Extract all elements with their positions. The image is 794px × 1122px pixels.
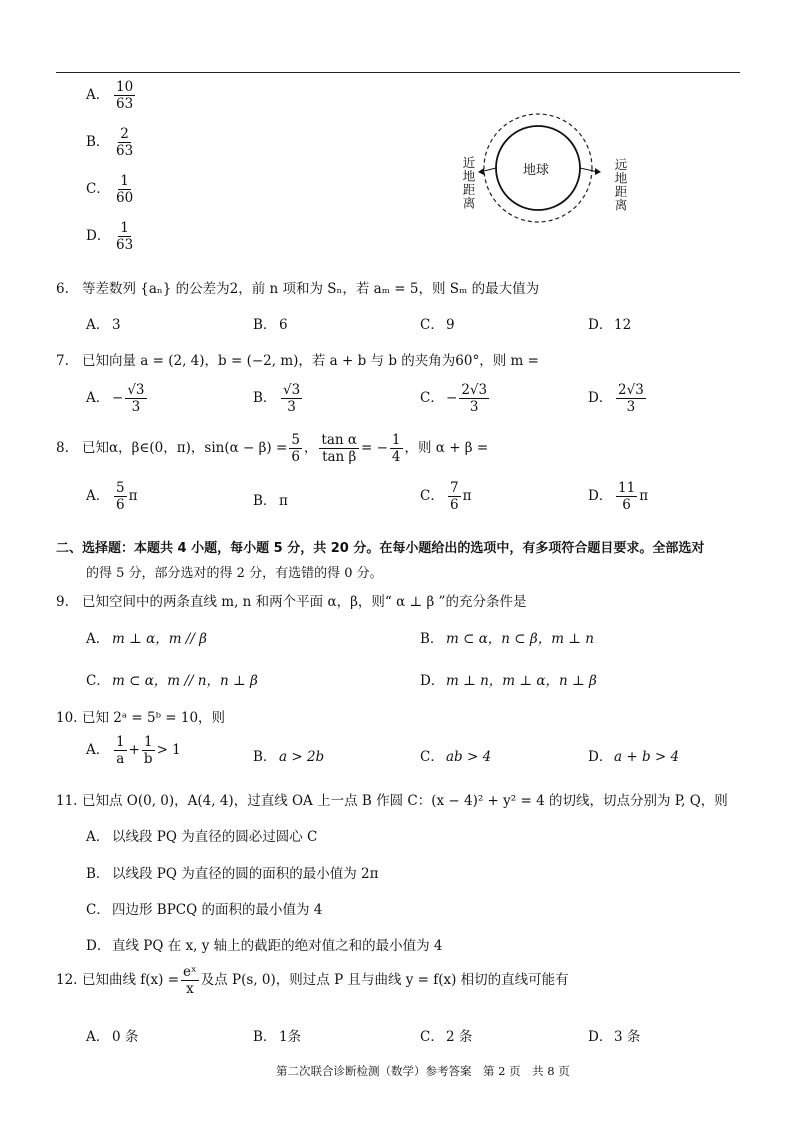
fraction (281, 383, 302, 414)
q7-option-d (588, 383, 648, 414)
q11-option-d (86, 934, 443, 954)
option-label: D． (86, 228, 111, 245)
denominator: 63 (116, 96, 134, 113)
numerator: 7 (450, 480, 459, 496)
option-label: C． (86, 181, 110, 198)
question-number: 9. (56, 594, 69, 610)
question-text: 已知向量 a = (2, 4)，b = (−2, m)，若 a + b 与 b 的夹角为60°，则 m = (82, 353, 539, 369)
fraction (114, 127, 135, 158)
option-label: D． (588, 488, 613, 505)
q11-stem (56, 789, 728, 809)
q7-option-a (86, 383, 149, 414)
denominator: 6 (291, 449, 300, 466)
option-label: A． (86, 829, 110, 845)
option-label: D． (588, 749, 613, 765)
option-text: 3 (112, 317, 121, 333)
option-label: C． (420, 749, 444, 765)
option-label: A． (86, 390, 110, 407)
option-label: A． (86, 631, 110, 647)
option-label: C． (420, 317, 444, 333)
earth-label: 地球 (523, 163, 550, 178)
option-text: a + b > 4 (614, 749, 680, 765)
numerator: 1 (391, 432, 401, 448)
q5-option-d (86, 221, 137, 252)
question-text: 及点 P(s, 0)，则过点 P 且与曲线 y = f(x) 相切的直线可能有 (200, 972, 569, 989)
section-2-heading-line2: 的得 5 分，部分选对的得 2 分，有选错的得 0 分。 (86, 566, 383, 581)
fraction (114, 80, 135, 111)
fraction (448, 481, 461, 512)
q12-option-d (588, 1025, 640, 1045)
q10-option-a (86, 735, 181, 766)
denominator: 4 (391, 449, 401, 466)
option-sign: − (446, 390, 458, 407)
question-number: 6. (56, 281, 69, 297)
q12-option-b (253, 1025, 301, 1045)
denominator: b (143, 751, 153, 768)
q9-option-d (420, 669, 597, 689)
separator: ， (303, 440, 318, 457)
fraction (616, 383, 646, 414)
numerator: 5 (291, 432, 300, 448)
q6-option-b (253, 313, 288, 333)
numerator: √3 (127, 382, 145, 398)
option-label: B． (420, 631, 444, 647)
option-label: A． (86, 317, 110, 333)
option-label: A． (86, 87, 110, 104)
option-label: B． (253, 493, 277, 509)
fraction (319, 433, 359, 464)
option-text: 2 条 (446, 1029, 473, 1045)
fraction (289, 433, 302, 464)
q6-option-a (86, 313, 121, 333)
question-text: 等差数列 {aₙ} 的公差为2，前 n 项和为 Sₙ，若 aₘ = 5，则 Sₘ 的最大值为 (82, 281, 540, 297)
option-text: 以线段 PQ 为直径的圆必过圆心 C (112, 829, 318, 845)
q9-option-b (420, 627, 594, 647)
denominator: 60 (116, 190, 134, 207)
option-label: C． (86, 902, 110, 918)
option-label: C． (420, 1029, 444, 1045)
q10-option-c (420, 745, 491, 765)
fraction (114, 481, 127, 512)
q7-option-c (420, 383, 491, 414)
question-text: 已知 2ᵃ = 5ᵇ = 10，则 (82, 710, 226, 726)
q7-stem (56, 349, 539, 369)
question-text: 已知α，β∈(0，π)，sin(α − β) = (82, 440, 288, 457)
option-label: B． (253, 317, 277, 333)
option-label: D． (420, 673, 445, 689)
fraction (114, 221, 135, 252)
numerator: 1 (120, 220, 129, 236)
q11-option-a (86, 825, 317, 845)
question-number: 8. (56, 440, 69, 457)
option-text: 1条 (279, 1029, 302, 1045)
q5-option-c (86, 174, 137, 205)
q8-option-b (253, 489, 288, 509)
denominator: tan β (322, 449, 357, 466)
numerator: 2 (120, 126, 129, 142)
denominator: x (186, 981, 194, 998)
q8-option-d (588, 481, 648, 512)
q11-option-b (86, 862, 379, 882)
numerator: 10 (116, 79, 134, 95)
numerator: 1 (120, 173, 129, 189)
option-text: > 1 (156, 742, 181, 759)
far-distance-label: 远地距离 (613, 158, 628, 212)
fraction (142, 735, 155, 766)
numerator: √3 (283, 382, 301, 398)
option-text: π (279, 493, 288, 509)
denominator: 3 (626, 399, 636, 416)
q5-option-b (86, 127, 137, 158)
option-text: m ⊥ α，m // β (112, 631, 207, 647)
fraction (181, 965, 199, 996)
option-text: 9 (446, 317, 455, 333)
question-number: 10. (56, 710, 78, 726)
denominator: 3 (469, 399, 479, 416)
denominator: a (116, 751, 125, 768)
numerator: 11 (618, 480, 636, 496)
denominator: 6 (450, 497, 459, 514)
q12-stem (56, 965, 569, 996)
q12-option-c (420, 1025, 472, 1045)
q10-option-b (253, 745, 324, 765)
option-text: m ⊥ n，m ⊥ α，n ⊥ β (446, 673, 597, 689)
question-text: ，则 α + β = (404, 440, 489, 457)
option-text: 四边形 BPCQ 的面积的最小值为 4 (112, 902, 323, 918)
denominator: 6 (622, 497, 631, 514)
q10-option-d (588, 745, 679, 765)
q9-option-a (86, 627, 207, 647)
option-label: B． (86, 134, 110, 151)
option-text: 直线 PQ 在 x, y 轴上的截距的绝对值之和的最小值为 4 (112, 938, 443, 954)
numerator: 1 (143, 734, 153, 750)
question-text: 已知点 O(0, 0)，A(4, 4)，过直线 OA 上一点 B 作圆 C：(x − 4)² + y² = 4 的切线，切点分别为 P, Q，则 (82, 793, 728, 809)
q11-option-c (86, 898, 322, 918)
numerator: 1 (116, 734, 125, 750)
option-text: a > 2b (279, 749, 325, 765)
question-text: 已知空间中的两条直线 m, n 和两个平面 α，β，则“ α ⊥ β ”的充分条件是 (82, 594, 527, 610)
option-label: D． (86, 938, 111, 954)
option-label: B． (86, 866, 110, 882)
q8-option-a (86, 481, 137, 512)
option-sign: − (112, 390, 124, 407)
option-label: C． (420, 390, 444, 407)
option-label: A． (86, 742, 110, 759)
q9-option-c (86, 669, 258, 689)
far-arrowhead (595, 168, 601, 175)
option-label: C． (420, 488, 444, 505)
q5-option-a (86, 80, 137, 111)
option-text: m ⊂ α，m // n，n ⊥ β (112, 673, 258, 689)
option-text: 12 (614, 317, 632, 333)
q6-stem (56, 277, 539, 297)
fraction (125, 383, 146, 414)
option-text: 以线段 PQ 为直径的圆的面积的最小值为 2π (112, 866, 379, 882)
option-label: B． (253, 390, 277, 407)
option-label: A． (86, 488, 110, 505)
q10-stem (56, 706, 225, 726)
option-text: 3 条 (614, 1029, 641, 1045)
page-footer: 第二次联合诊断检测（数学）参考答案 第 2 页 共 8 页 (276, 1064, 570, 1078)
plus-sign: + (128, 742, 140, 759)
numerator: eˣ (183, 964, 197, 980)
q9-stem (56, 590, 526, 610)
option-label: D． (588, 317, 613, 333)
option-label: C． (86, 673, 110, 689)
numerator: 5 (116, 480, 125, 496)
option-text: 0 条 (112, 1029, 139, 1045)
option-text: m ⊂ α，n ⊂ β，m ⊥ n (446, 631, 594, 647)
fraction (114, 735, 127, 766)
question-number: 7. (56, 353, 69, 369)
q8-stem (56, 433, 488, 464)
option-label: A． (86, 1029, 110, 1045)
fraction (390, 433, 403, 464)
fraction (114, 174, 135, 205)
option-suffix: π (462, 488, 472, 505)
q6-option-d (588, 313, 631, 333)
q7-option-b (253, 383, 304, 414)
numerator: 2√3 (461, 382, 488, 398)
option-text: ab > 4 (446, 749, 492, 765)
option-suffix: π (128, 488, 138, 505)
section-2-heading-line1: 二、选择题：本题共 4 小题，每小题 5 分，共 20 分。在每小题给出的选项中，有多项符合题目要求。全部选对 (56, 541, 705, 556)
denominator: 6 (116, 497, 125, 514)
denominator: 63 (116, 143, 134, 160)
earth-orbit-figure (470, 110, 630, 230)
question-number: 12. (56, 972, 78, 989)
q12-option-a (86, 1025, 138, 1045)
option-suffix: π (639, 488, 649, 505)
option-label: B． (253, 1029, 277, 1045)
option-label: B． (253, 749, 277, 765)
option-label: D． (588, 1029, 613, 1045)
fraction (459, 383, 489, 414)
option-label: D． (588, 390, 613, 407)
near-distance-label: 近地距离 (461, 156, 476, 210)
question-number: 11. (56, 793, 78, 809)
top-rule (56, 72, 740, 73)
denominator: 63 (116, 237, 134, 254)
near-arrowhead (478, 168, 484, 175)
numerator: tan α (321, 432, 357, 448)
q8-option-c (420, 481, 471, 512)
denominator: 3 (131, 399, 141, 416)
option-text: 6 (279, 317, 288, 333)
numerator: 2√3 (618, 382, 644, 398)
denominator: 3 (287, 399, 296, 416)
fraction (616, 481, 637, 512)
q6-option-c (420, 313, 455, 333)
equals: = − (360, 440, 388, 457)
question-text: 已知曲线 f(x) = (82, 972, 180, 989)
